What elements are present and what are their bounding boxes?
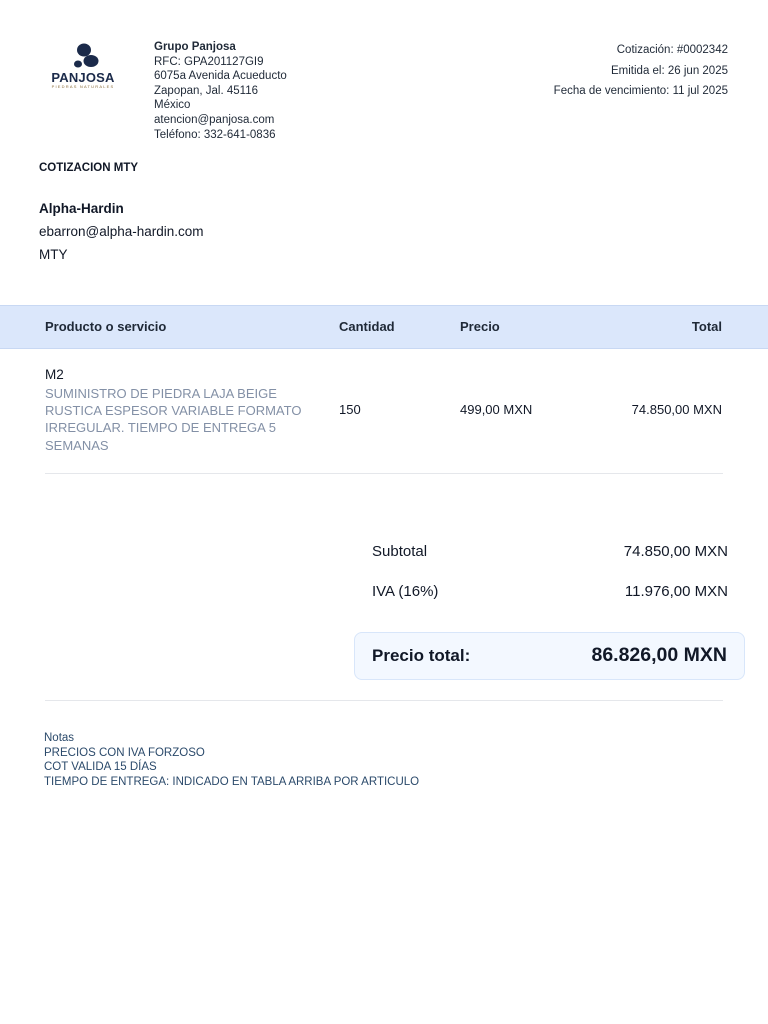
stones-logo-icon — [44, 40, 122, 74]
notes-label: Notas — [44, 732, 75, 744]
issue-date: Emitida el: 26 jun 2025 — [611, 64, 728, 77]
header-total: Total — [691, 319, 722, 334]
table-row — [0, 349, 768, 473]
document-title: COTIZACION MTY — [39, 162, 139, 174]
notes-section — [44, 731, 419, 789]
header-quantity: Cantidad — [339, 319, 395, 334]
company-rfc: RFC: GPA201127GI9 — [154, 55, 264, 68]
total-label: Precio total: — [372, 646, 471, 665]
tax-label: IVA (16%) — [372, 583, 439, 600]
table-divider — [45, 473, 723, 474]
notes-line: COT VALIDA 15 DÍAS — [44, 761, 157, 774]
notes-line: TIEMPO DE ENTREGA: INDICADO EN TABLA ARRIBA POR ARTICULO — [44, 775, 420, 788]
table-header — [0, 305, 768, 349]
item-quantity: 150 — [339, 402, 361, 417]
item-code: M2 — [45, 367, 64, 382]
client-email: ebarron@alpha-hardin.com — [39, 224, 204, 239]
header-product: Producto o servicio — [45, 319, 167, 334]
total-box — [354, 632, 745, 680]
tax-value: 11.976,00 MXN — [624, 583, 728, 600]
company-name: Grupo Panjosa — [154, 41, 236, 53]
subtotal-value: 74.850,00 MXN — [623, 543, 728, 560]
total-value: 86.826,00 MXN — [591, 644, 727, 666]
company-logo — [44, 40, 122, 92]
company-address-line2: Zapopan, Jal. 45116 — [154, 84, 259, 97]
company-info — [154, 40, 287, 142]
notes-divider — [45, 700, 723, 701]
item-total: 74.850,00 MXN — [631, 402, 722, 417]
quote-number: Cotización: #0002342 — [616, 44, 728, 56]
item-price: 499,00 MXN — [460, 402, 533, 417]
header-price: Precio — [460, 319, 500, 334]
subtotal-label: Subtotal — [372, 543, 428, 560]
item-description: SUMINISTRO DE PIEDRA LAJA BEIGE RUSTICA ESPESOR VARIABLE FORMATO IRREGULAR. TIEMPO DE ENTREGA 5 SEMANAS — [45, 386, 302, 453]
logo-tagline: PIEDRAS NATURALES — [51, 84, 115, 89]
client-location: MTY — [39, 247, 68, 262]
notes-line: PRECIOS CON IVA FORZOSO — [44, 746, 205, 759]
client-info — [39, 197, 204, 266]
company-address-line1: 6075a Avenida Acueducto — [154, 70, 287, 83]
company-phone: Teléfono: 332-641-0836 — [154, 128, 276, 141]
company-country: México — [154, 99, 191, 112]
due-date: Fecha de vencimiento: 11 jul 2025 — [553, 85, 728, 97]
quote-meta — [554, 40, 728, 102]
client-name: Alpha-Hardin — [39, 201, 124, 216]
logo-brand: PANJOSA — [51, 70, 115, 85]
company-email: atencion@panjosa.com — [154, 113, 275, 126]
